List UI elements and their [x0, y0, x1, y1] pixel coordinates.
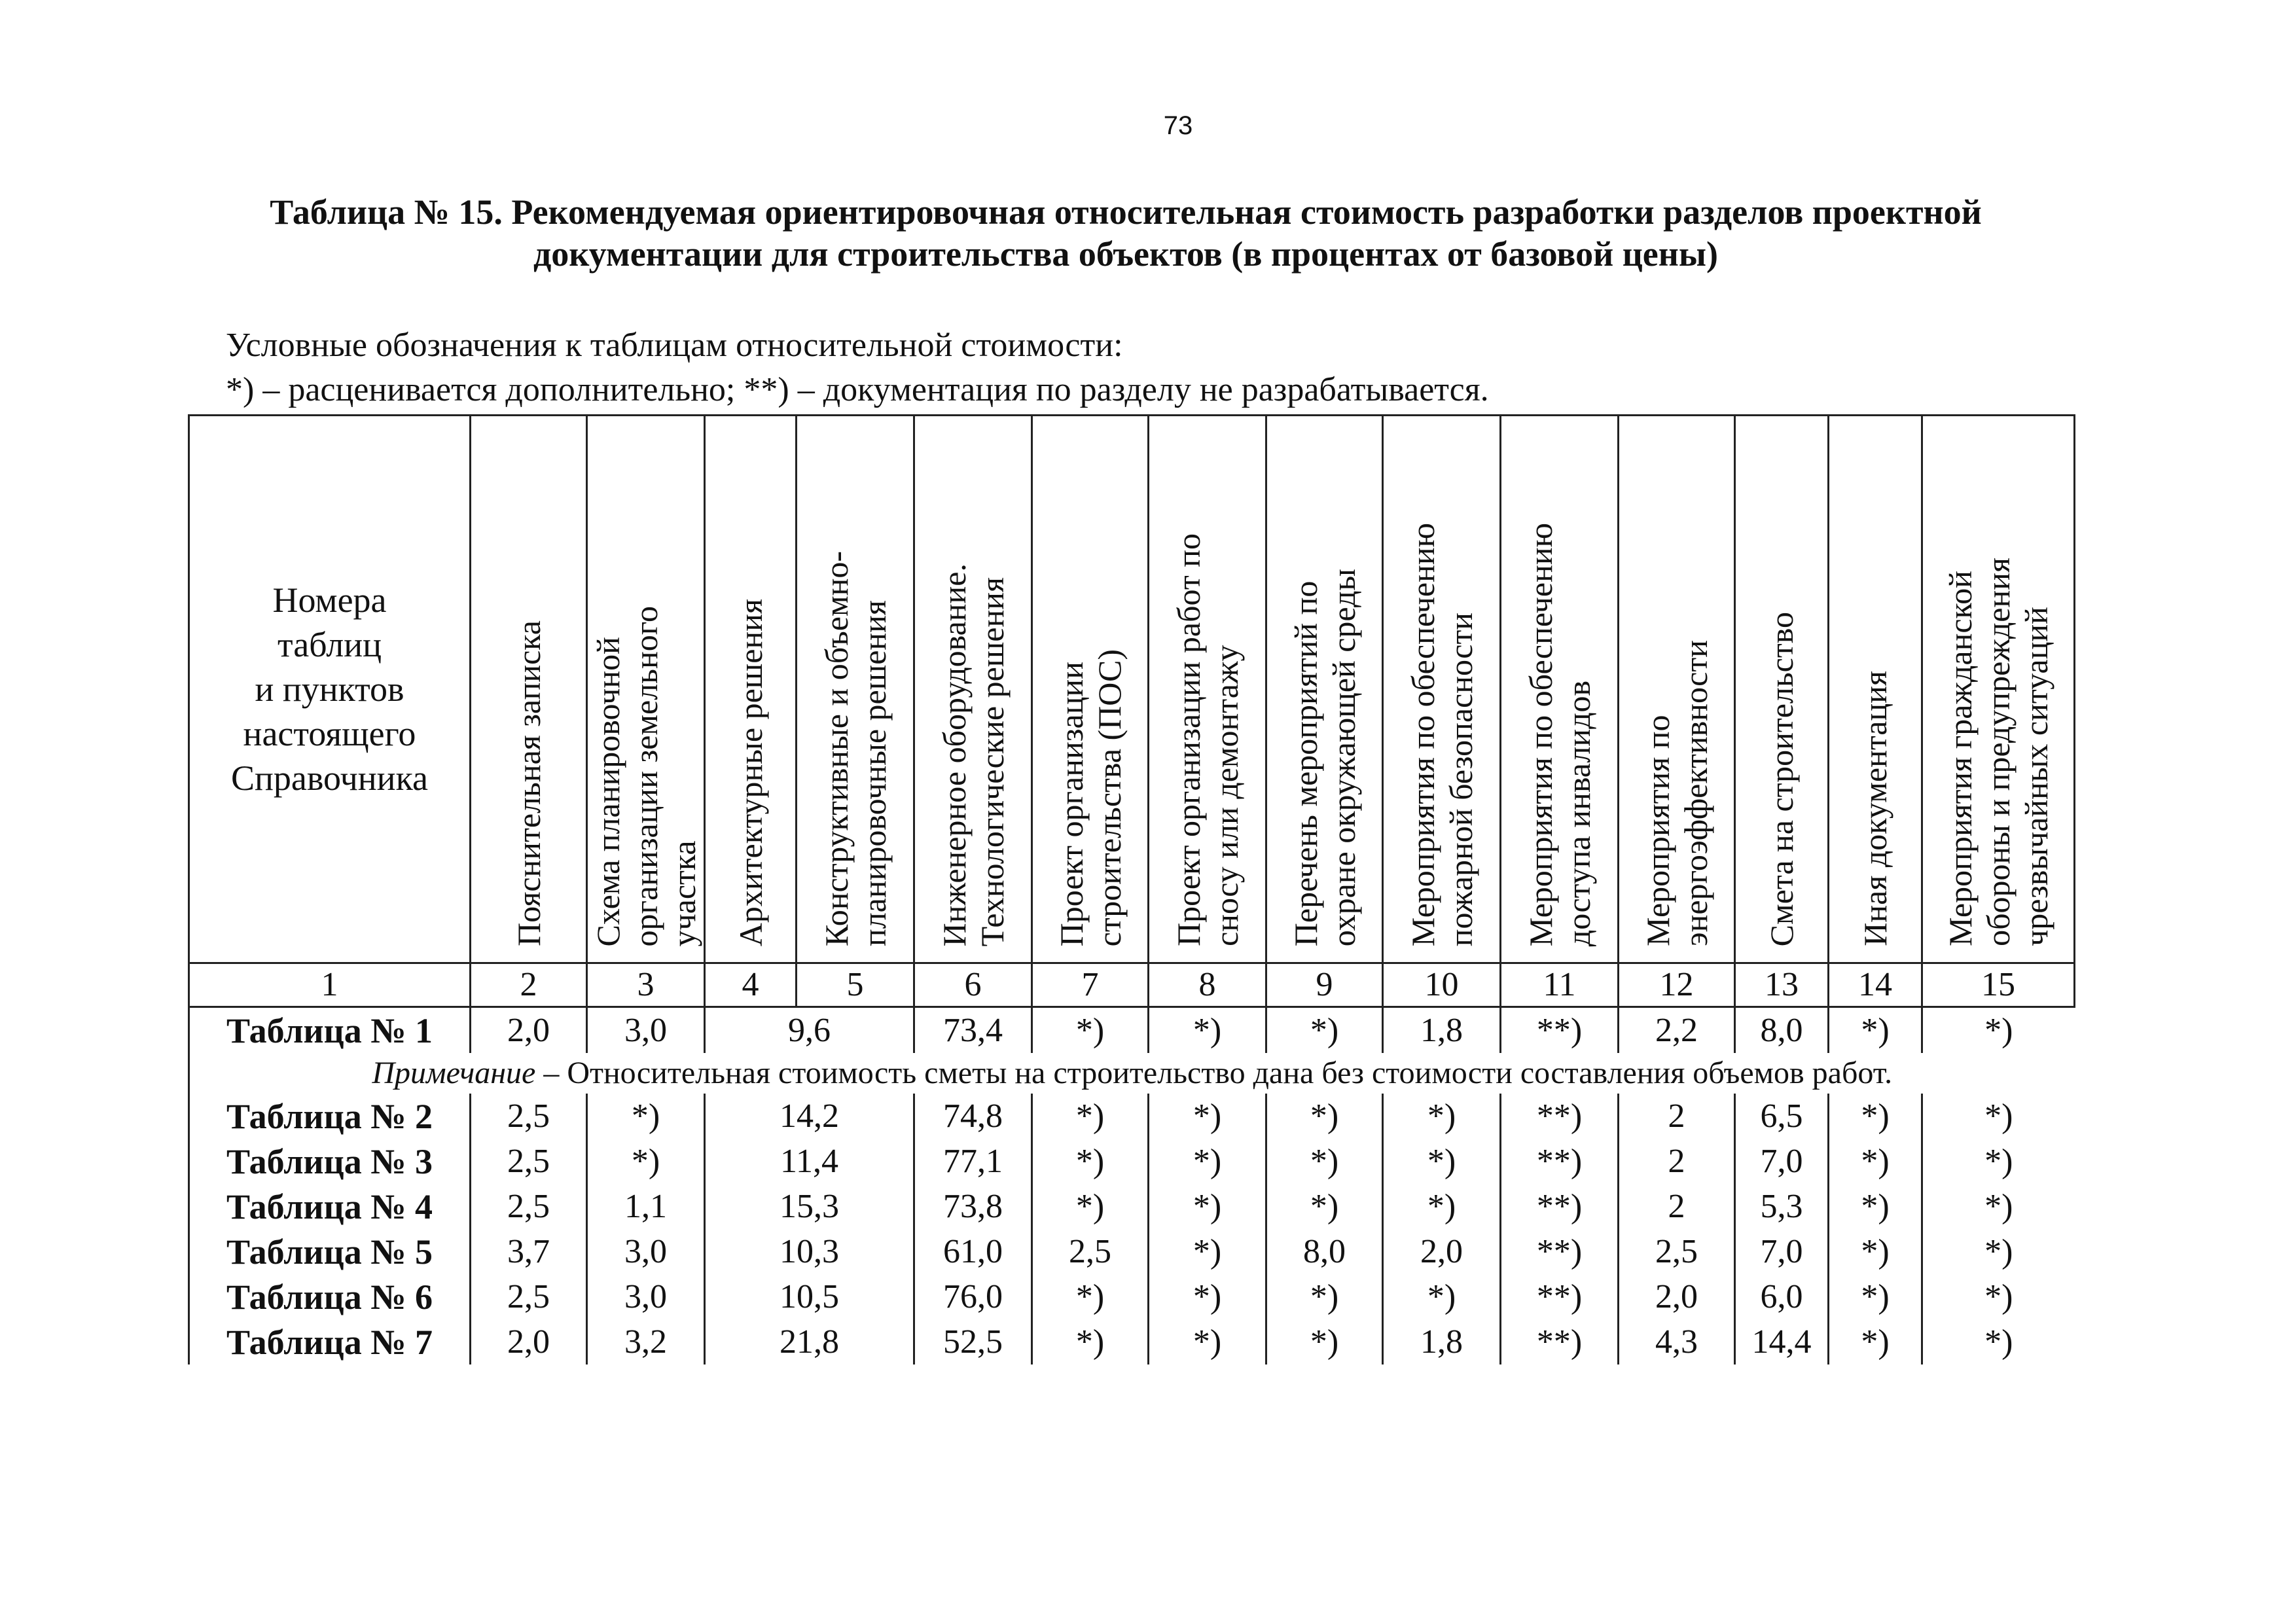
table-cell: 6,0: [1735, 1274, 1829, 1319]
column-number: 13: [1735, 963, 1829, 1007]
header-architecture: Архитектурные решения: [705, 416, 797, 963]
table-cell: *): [1032, 1139, 1149, 1184]
table-cell: **): [1501, 1229, 1619, 1274]
table-cell: 3,7: [471, 1229, 587, 1274]
table-cell: **): [1501, 1184, 1619, 1229]
header-environment: Перечень мероприятий по охране окружающей среды: [1266, 416, 1383, 963]
table-cell: 3,0: [587, 1007, 705, 1054]
table-cell: *): [1383, 1184, 1501, 1229]
header-other-docs: Иная документация: [1829, 416, 1922, 963]
header-estimate: Смета на строительство: [1735, 416, 1829, 963]
row-label: Таблица № 6: [189, 1274, 471, 1319]
table-row: [189, 1184, 2075, 1229]
table-cell: *): [1149, 1094, 1266, 1139]
table-cell: 2,5: [1032, 1229, 1149, 1274]
table-cell: *): [1922, 1229, 2075, 1274]
table-cell: *): [1829, 1007, 1922, 1054]
table-cell: 2,0: [471, 1319, 587, 1364]
table-cell: *): [1266, 1319, 1383, 1364]
header-energy-efficiency: Мероприятия по энергоэффективности: [1619, 416, 1735, 963]
table-cell: *): [1149, 1319, 1266, 1364]
table-cell: 2,5: [471, 1094, 587, 1139]
column-number-row: [189, 963, 2075, 1007]
table-cell: *): [1383, 1274, 1501, 1319]
column-number: 11: [1501, 963, 1619, 1007]
note-row: [189, 1053, 2075, 1094]
column-number: 9: [1266, 963, 1383, 1007]
row-label: Таблица № 2: [189, 1094, 471, 1139]
table-cell: 2: [1619, 1184, 1735, 1229]
column-number: 1: [189, 963, 471, 1007]
title-line-2: документации для строительства объектов (в процентах от базовой цены): [533, 234, 1719, 274]
table-cell: *): [1829, 1229, 1922, 1274]
title-line-1: Таблица № 15. Рекомендуемая ориентировочная относительная стоимость разработки разделов проектной: [270, 192, 1982, 232]
row-label: Таблица № 5: [189, 1229, 471, 1274]
table-cell: 5,3: [1735, 1184, 1829, 1229]
header-row: [189, 416, 2075, 963]
table-cell: 14,2: [705, 1094, 914, 1139]
table-cell: 73,8: [914, 1184, 1032, 1229]
header-fire-safety: Мероприятия по обеспечению пожарной безопасности: [1383, 416, 1501, 963]
header-table-numbers: Номера таблиц и пунктов настоящего Справочника: [189, 416, 471, 963]
table-cell: *): [1922, 1094, 2075, 1139]
table-cell: *): [1922, 1139, 2075, 1184]
row-label: Таблица № 4: [189, 1184, 471, 1229]
table-cell: *): [1829, 1139, 1922, 1184]
table-cell: *): [1149, 1274, 1266, 1319]
header-civil-defense: Мероприятия гражданской обороны и предупреждения чрезвычайных ситуаций: [1922, 416, 2075, 963]
table-cell: 10,3: [705, 1229, 914, 1274]
column-number: 5: [797, 963, 914, 1007]
table-cell: 8,0: [1266, 1229, 1383, 1274]
column-number: 6: [914, 963, 1032, 1007]
table-cell: 1,1: [587, 1184, 705, 1229]
table-cell: *): [1922, 1319, 2075, 1364]
page-number: 73: [1163, 111, 1193, 140]
header-site-plan: Схема планировочной организации земельного участка: [587, 416, 705, 963]
header-structural: Конструктивные и объемно- планировочные решения: [797, 416, 914, 963]
table-cell: 2,5: [471, 1274, 587, 1319]
legend-line: *) – расценивается дополнительно; **) – документация по разделу не разрабатывается.: [226, 371, 1489, 408]
table-cell: *): [1149, 1139, 1266, 1184]
table-cell: 1,8: [1383, 1319, 1501, 1364]
table-cell: *): [1032, 1184, 1149, 1229]
table-row: [189, 1274, 2075, 1319]
table-cell: 73,4: [914, 1007, 1032, 1054]
table-cell: *): [1032, 1319, 1149, 1364]
table-row: [189, 1319, 2075, 1364]
document-title: [157, 191, 2094, 275]
table-cell: 2,2: [1619, 1007, 1735, 1054]
table-cell: 52,5: [914, 1319, 1032, 1364]
table-cell: **): [1501, 1094, 1619, 1139]
column-number: 8: [1149, 963, 1266, 1007]
table-row: [189, 1094, 2075, 1139]
cost-table: [188, 414, 2075, 1364]
table-cell: *): [1266, 1094, 1383, 1139]
table-cell: *): [1266, 1184, 1383, 1229]
header-explanatory-note: Пояснительная записка: [471, 416, 587, 963]
header-accessibility: Мероприятия по обеспечению доступа инвалидов: [1501, 416, 1619, 963]
table-cell: 74,8: [914, 1094, 1032, 1139]
table-cell: 3,2: [587, 1319, 705, 1364]
table-cell: 1,8: [1383, 1007, 1501, 1054]
table-cell: 2,0: [471, 1007, 587, 1054]
table-cell: 11,4: [705, 1139, 914, 1184]
table-cell: 8,0: [1735, 1007, 1829, 1054]
table-cell: 7,0: [1735, 1139, 1829, 1184]
table-cell: *): [1032, 1094, 1149, 1139]
table-cell: *): [1829, 1094, 1922, 1139]
table-note: [189, 1053, 2075, 1094]
column-number: 10: [1383, 963, 1501, 1007]
table-cell: 2,0: [1619, 1274, 1735, 1319]
table-cell: *): [587, 1139, 705, 1184]
table-cell: **): [1501, 1139, 1619, 1184]
table-cell: 2: [1619, 1139, 1735, 1184]
table-cell: 10,5: [705, 1274, 914, 1319]
column-number: 15: [1922, 963, 2075, 1007]
note-prefix: Примечание: [372, 1056, 536, 1090]
table-cell: 6,5: [1735, 1094, 1829, 1139]
table-row: [189, 1139, 2075, 1184]
table-row: [189, 1229, 2075, 1274]
table-cell: 76,0: [914, 1274, 1032, 1319]
table-cell: 4,3: [1619, 1319, 1735, 1364]
table-cell: *): [1829, 1319, 1922, 1364]
table-cell: 61,0: [914, 1229, 1032, 1274]
table-cell: 2,0: [1383, 1229, 1501, 1274]
column-number: 2: [471, 963, 587, 1007]
table-cell: **): [1501, 1274, 1619, 1319]
column-number: 14: [1829, 963, 1922, 1007]
table-cell: *): [1383, 1139, 1501, 1184]
table-cell: 21,8: [705, 1319, 914, 1364]
row-label: Таблица № 7: [189, 1319, 471, 1364]
table-cell: *): [1922, 1184, 2075, 1229]
table-cell: *): [1829, 1184, 1922, 1229]
table-cell: *): [1149, 1229, 1266, 1274]
table-cell: 14,4: [1735, 1319, 1829, 1364]
column-number: 3: [587, 963, 705, 1007]
table-cell: *): [1383, 1094, 1501, 1139]
column-number: 7: [1032, 963, 1149, 1007]
table-cell: **): [1501, 1319, 1619, 1364]
row-label: Таблица № 3: [189, 1139, 471, 1184]
table-cell: 2,5: [471, 1139, 587, 1184]
header-engineering: Инженерное оборудование. Технологические решения: [914, 416, 1032, 963]
table-cell: *): [1922, 1007, 2075, 1054]
table-cell: *): [1266, 1139, 1383, 1184]
table-cell: *): [1149, 1184, 1266, 1229]
table-cell: 7,0: [1735, 1229, 1829, 1274]
table-cell: *): [1032, 1007, 1149, 1054]
header-construction-org: Проект организации строительства (ПОС): [1032, 416, 1149, 963]
table-cell: 9,6: [705, 1007, 914, 1054]
table-cell: *): [1032, 1274, 1149, 1319]
table-cell: **): [1501, 1007, 1619, 1054]
table-cell: 2,5: [1619, 1229, 1735, 1274]
header-demolition: Проект организации работ по сносу или демонтажу: [1149, 416, 1266, 963]
row-label: Таблица № 1: [189, 1007, 471, 1054]
table-cell: 2: [1619, 1094, 1735, 1139]
table-cell: *): [1266, 1007, 1383, 1054]
table-row: [189, 1007, 2075, 1054]
table-cell: 3,0: [587, 1229, 705, 1274]
table-cell: *): [1266, 1274, 1383, 1319]
table-cell: 3,0: [587, 1274, 705, 1319]
table-cell: *): [587, 1094, 705, 1139]
note-text: – Относительная стоимость сметы на строительство дана без стоимости составления объемов работ.: [535, 1056, 1893, 1090]
legend-heading: Условные обозначения к таблицам относительной стоимости:: [226, 327, 1123, 364]
table-cell: 2,5: [471, 1184, 587, 1229]
table-cell: *): [1149, 1007, 1266, 1054]
table-cell: *): [1829, 1274, 1922, 1319]
table-cell: 77,1: [914, 1139, 1032, 1184]
column-number: 4: [705, 963, 797, 1007]
table-cell: *): [1922, 1274, 2075, 1319]
column-number: 12: [1619, 963, 1735, 1007]
table-cell: 15,3: [705, 1184, 914, 1229]
